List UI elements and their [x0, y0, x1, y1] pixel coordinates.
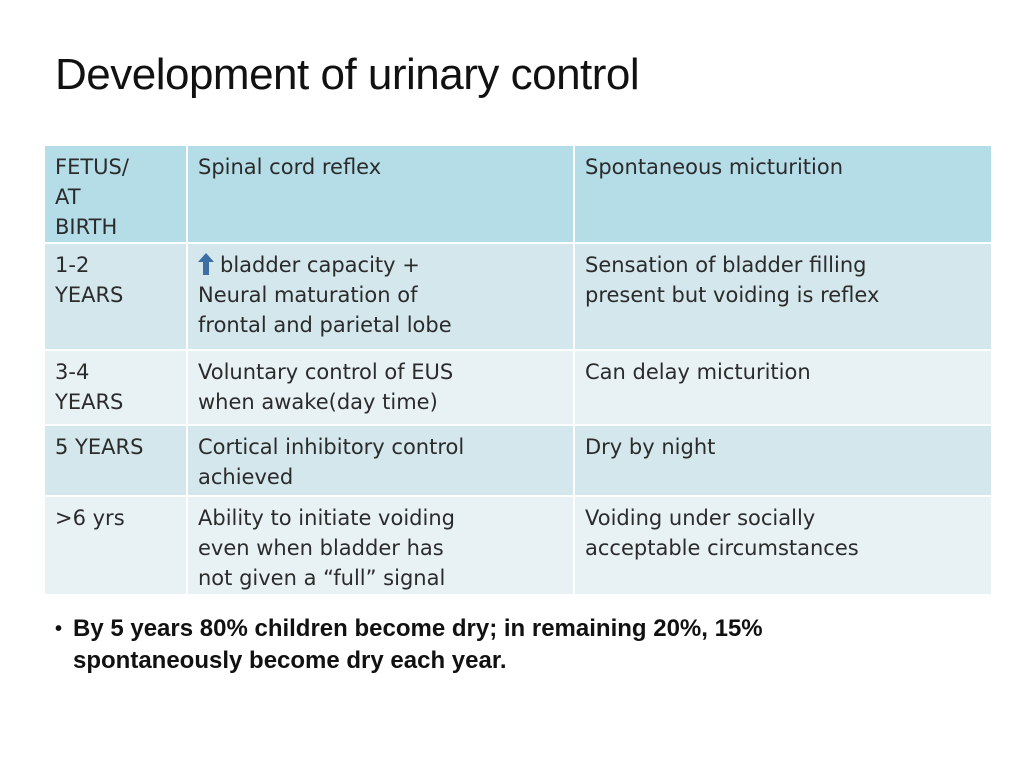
milestone-cell	[187, 243, 574, 350]
milestone-cell: Ability to initiate voiding even when bladder has not given a “full” signal	[187, 496, 574, 595]
outcome-cell: Dry by night	[574, 425, 992, 496]
bullet-text: By 5 years 80% children become dry; in remaining 20%, 15% spontaneously become dry each year.	[73, 615, 763, 674]
table-row	[44, 425, 992, 496]
slide-title: Development of urinary control	[55, 50, 640, 99]
milestone-cell: Voluntary control of EUS when awake(day time)	[187, 350, 574, 425]
table-row	[44, 350, 992, 425]
development-table	[43, 144, 993, 596]
bullet-point	[55, 613, 935, 677]
outcome-cell: Sensation of bladder filling present but voiding is reflex	[574, 243, 992, 350]
table-row	[44, 496, 992, 595]
milestone-cell: Cortical inhibitory control achieved	[187, 425, 574, 496]
table-row	[44, 243, 992, 350]
age-cell: 5 YEARS	[44, 425, 187, 496]
milestone-cell: Spinal cord reflex	[187, 145, 574, 243]
bullet-marker: •	[55, 618, 63, 640]
age-cell: 1-2 YEARS	[44, 243, 187, 350]
age-cell: >6 yrs	[44, 496, 187, 595]
up-arrow-icon	[198, 253, 214, 275]
outcome-cell: Can delay micturition	[574, 350, 992, 425]
milestone-text: bladder capacity + Neural maturation of frontal and parietal lobe	[198, 253, 452, 337]
outcome-cell: Voiding under socially acceptable circumstances	[574, 496, 992, 595]
table-row	[44, 145, 992, 243]
age-cell: FETUS/ AT BIRTH	[44, 145, 187, 243]
age-cell: 3-4 YEARS	[44, 350, 187, 425]
outcome-cell: Spontaneous micturition	[574, 145, 992, 243]
